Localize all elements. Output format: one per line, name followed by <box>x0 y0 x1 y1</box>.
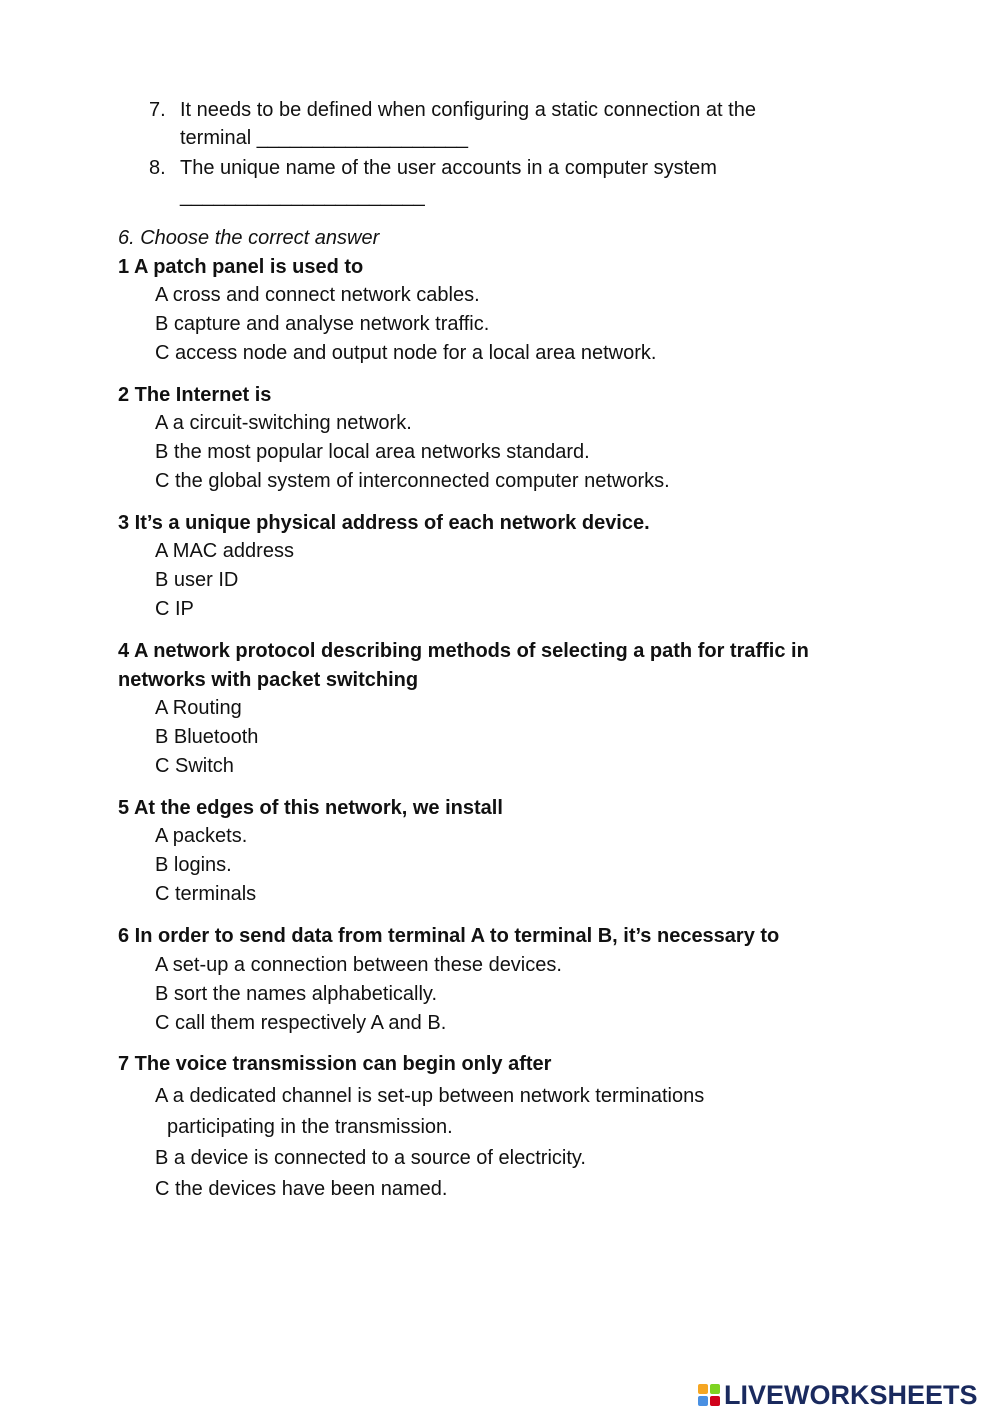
question-text: 2 The Internet is <box>118 384 272 406</box>
section-title: 6. Choose the correct answer <box>118 227 380 249</box>
item-number: 7. <box>149 99 166 121</box>
answer-option[interactable]: A Routing <box>155 697 242 719</box>
answer-option[interactable]: B sort the names alphabetically. <box>155 983 438 1005</box>
answer-option-continued[interactable]: participating in the transmission. <box>167 1116 453 1138</box>
answer-option[interactable]: C access node and output node for a local area network. <box>155 342 657 364</box>
liveworksheets-logo <box>698 1380 978 1410</box>
question-text: 4 A network protocol describing methods of selecting a path for traffic in <box>118 640 809 662</box>
answer-option[interactable]: C call them respectively A and B. <box>155 1012 447 1034</box>
answer-option[interactable]: C the global system of interconnected computer networks. <box>155 470 670 492</box>
answer-option[interactable]: B Bluetooth <box>155 726 259 748</box>
answer-option[interactable]: A a circuit-switching network. <box>155 412 412 434</box>
logo-square <box>710 1384 720 1394</box>
liveworksheets-logo-icon <box>698 1384 720 1406</box>
logo-square <box>698 1396 708 1406</box>
answer-option[interactable]: B the most popular local area networks standard. <box>155 441 590 463</box>
answer-option[interactable]: A MAC address <box>155 540 294 562</box>
answer-option[interactable]: B user ID <box>155 569 239 591</box>
answer-option[interactable]: A a dedicated channel is set-up between network terminations <box>155 1085 705 1107</box>
answer-option[interactable]: C terminals <box>155 883 257 905</box>
answer-option[interactable]: A set-up a connection between these devices. <box>155 954 562 976</box>
question-text: 3 It’s a unique physical address of each network device. <box>118 512 650 534</box>
fill-item-blank[interactable]: ______________________ <box>180 185 425 207</box>
answer-option[interactable]: A packets. <box>155 825 248 847</box>
logo-text: LIVEWORKSHEETS <box>724 1379 978 1410</box>
answer-option[interactable]: C the devices have been named. <box>155 1178 448 1200</box>
answer-option[interactable]: B logins. <box>155 854 232 876</box>
item-number: 8. <box>149 157 166 179</box>
fill-item-text: The unique name of the user accounts in a computer system <box>180 157 717 179</box>
answer-option[interactable]: A cross and connect network cables. <box>155 284 480 306</box>
answer-option[interactable]: C Switch <box>155 755 234 777</box>
question-text: 7 The voice transmission can begin only after <box>118 1053 552 1075</box>
logo-square <box>698 1384 708 1394</box>
question-text: 5 At the edges of this network, we install <box>118 797 503 819</box>
fill-item-blank[interactable]: terminal ___________________ <box>180 127 469 149</box>
question-text-continued: networks with packet switching <box>118 669 419 691</box>
fill-item-text: It needs to be defined when configuring a static connection at the <box>180 99 756 121</box>
answer-option[interactable]: C IP <box>155 598 194 620</box>
question-text: 6 In order to send data from terminal A to terminal B, it’s necessary to <box>118 925 780 947</box>
answer-option[interactable]: B a device is connected to a source of electricity. <box>155 1147 586 1169</box>
logo-square <box>710 1396 720 1406</box>
answer-option[interactable]: B capture and analyse network traffic. <box>155 313 490 335</box>
question-text: 1 A patch panel is used to <box>118 256 364 278</box>
